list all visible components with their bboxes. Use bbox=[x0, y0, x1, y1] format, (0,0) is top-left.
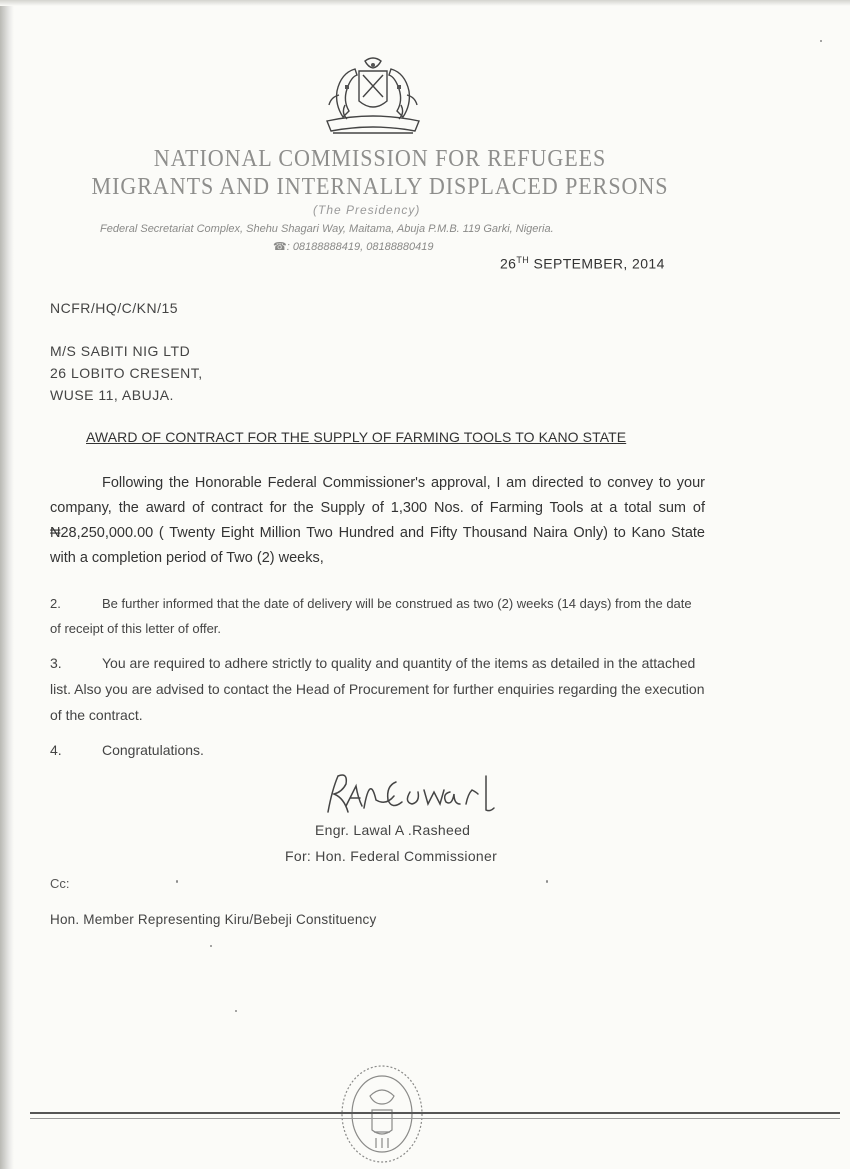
paragraph-2 bbox=[50, 591, 705, 641]
page-fold-shadow bbox=[0, 0, 14, 1169]
footer-seal-icon bbox=[338, 1062, 426, 1166]
letterhead-address: Federal Secretariat Complex, Shehu Shagari Way, Maitama, Abuja P.M.B. 119 Garki, Nigeria. bbox=[100, 223, 554, 235]
paragraph-number: 3. bbox=[50, 655, 62, 671]
recipient-line: 26 LOBITO CRESENT, bbox=[50, 365, 203, 381]
letterhead-phones: ☎: 08188888419, 08188880419 bbox=[273, 241, 434, 253]
date-day: 26 bbox=[500, 255, 517, 272]
letterhead bbox=[60, 145, 700, 201]
paragraph-3 bbox=[50, 650, 705, 728]
organization-name-line2: MIGRANTS AND INTERNALLY DISPLACED PERSONS bbox=[91, 174, 669, 200]
recipient-line: M/S SABITI NIG LTD bbox=[50, 343, 191, 359]
footer-rule-secondary bbox=[30, 1118, 840, 1119]
paragraph-1 bbox=[50, 471, 705, 571]
handwritten-signature bbox=[320, 768, 520, 820]
coat-of-arms-icon bbox=[315, 55, 430, 139]
recipient-line: WUSE 11, ABUJA. bbox=[50, 387, 174, 403]
letter-date bbox=[500, 255, 665, 272]
scan-speck bbox=[176, 880, 178, 883]
signer-name: Engr. Lawal A .Rasheed bbox=[315, 822, 471, 838]
scan-speck bbox=[210, 945, 212, 947]
scan-speck bbox=[235, 1010, 237, 1012]
date-rest: SEPTEMBER, 2014 bbox=[533, 255, 665, 272]
footer-rule bbox=[30, 1112, 840, 1114]
organization-name-line1: NATIONAL COMMISSION FOR REFUGEES bbox=[153, 146, 607, 172]
cc-label: Cc: bbox=[50, 876, 70, 891]
paragraph-number: 4. bbox=[50, 742, 62, 758]
scan-speck bbox=[820, 40, 822, 42]
page-top-edge bbox=[0, 0, 850, 6]
paragraph-2-text: Be further informed that the date of delivery will be construed as two (2) weeks (14 days) from the date of receipt of this letter of offer. bbox=[50, 596, 692, 636]
recipient-address bbox=[50, 340, 203, 406]
subject-heading: AWARD OF CONTRACT FOR THE SUPPLY OF FARMING TOOLS TO KANO STATE bbox=[86, 429, 627, 445]
cc-recipient: Hon. Member Representing Kiru/Bebeji Constituency bbox=[50, 912, 377, 927]
signer-role: For: Hon. Federal Commissioner bbox=[285, 848, 498, 864]
paragraph-4 bbox=[50, 742, 705, 758]
paragraph-3-text: You are required to adhere strictly to quality and quantity of the items as detailed in the attached list. Also you are advised to contact the Head of Procurement for further enquiries regarding the execution of the contract. bbox=[50, 655, 705, 723]
paragraph-4-text: Congratulations. bbox=[102, 742, 204, 758]
date-suffix: TH bbox=[516, 255, 530, 265]
scan-speck bbox=[546, 880, 548, 883]
paragraph-1-text: Following the Honorable Federal Commissioner's approval, I am directed to convey to your company, the award of contract for the Supply of 1,300 Nos. of Farming Tools at a total sum of ₦28,250,000.00 ( Twenty Eight Million Two Hundred and Fifty Thousand Naira Only) to Kano State with a completion period of Two (2) weeks, bbox=[50, 475, 705, 566]
letterhead-subtitle: (The Presidency) bbox=[313, 203, 421, 217]
reference-number: NCFR/HQ/C/KN/15 bbox=[50, 300, 179, 316]
paragraph-number: 2. bbox=[50, 596, 61, 611]
